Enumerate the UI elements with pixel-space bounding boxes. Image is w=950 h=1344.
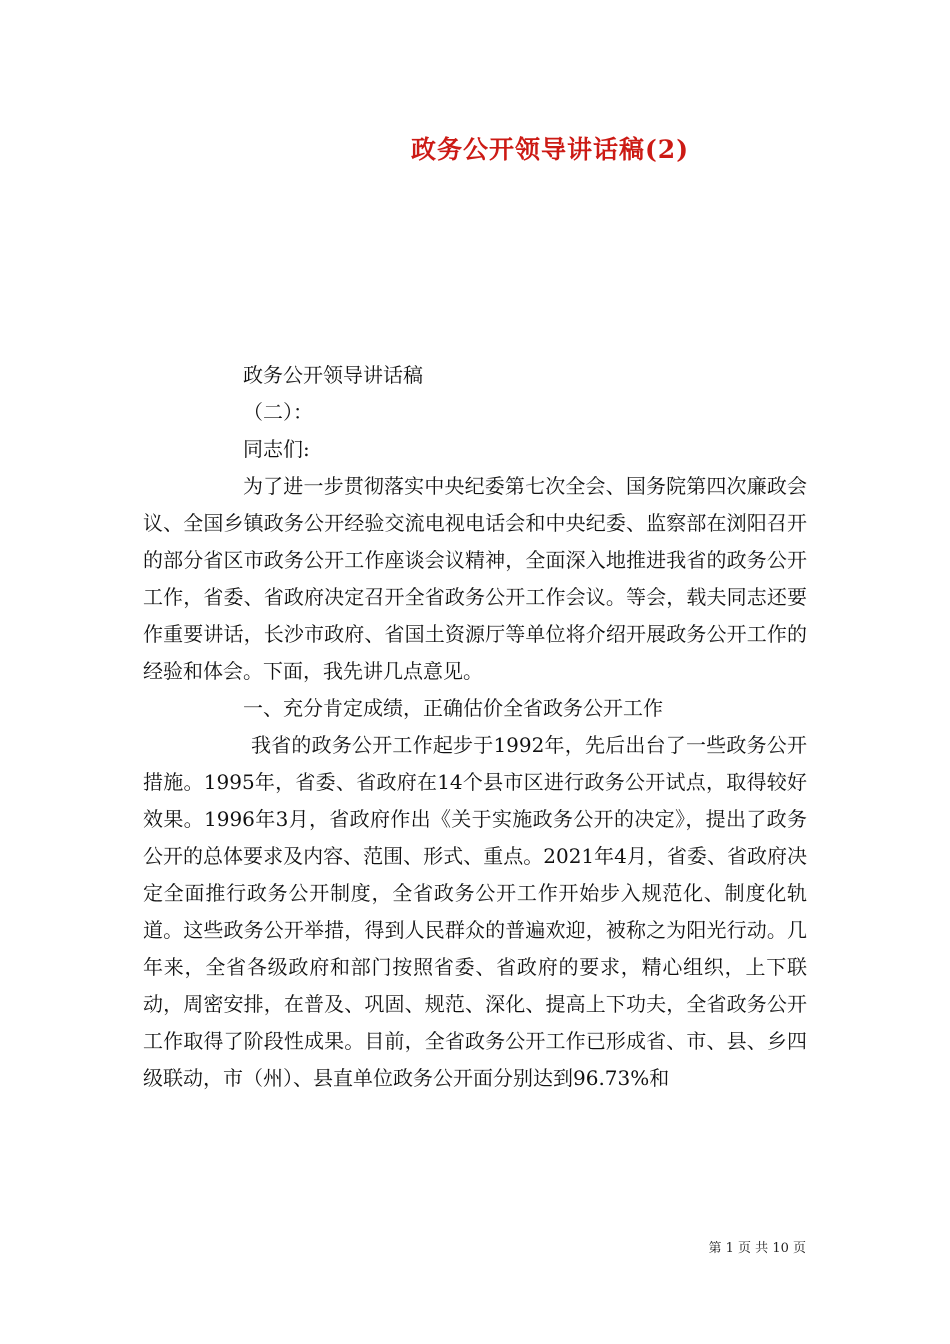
speech-heading: 政务公开领导讲话稿 <box>243 363 423 387</box>
section-heading: 一、充分肯定成绩，正确估价全省政务公开工作 <box>243 696 663 720</box>
document-title: 政务公开领导讲话稿(2) <box>410 135 690 164</box>
section-paragraph: 我省的政务公开工作起步于1992年，先后出台了一些政务公开措施。1995年，省委、省政府在14个县市区进行政务公开试点，取得较好效果。1996年3月，省政府作出《关于实施政务公开的决定》，提出了政务公开的总体要求及内容、范围、形式、重点。2021年4月，省委、省政府决定全面推行政务公开制度，全省政务公开工作开始步入规范化、制度化轨道。这些政务公开举措，得到人民群众的普遍欢迎，被称之为阳光行动。几年来，全省各级政府和部门按照省委、省政府的要求，精心组织，上下联动，周密安排，在普及、巩固、规范、深化、提高上下功夫，全省政务公开工作取得了阶段性成果。目前，全省政务公开工作已形成省、市、县、乡四级联动，市（州）、县直单位政务公开面分别达到96.73%和 <box>143 733 807 1090</box>
page-footer: 第 1 页 共 10 页 <box>708 1241 806 1256</box>
salutation: 同志们: <box>243 437 310 461</box>
speech-subheading: （二）： <box>243 400 313 424</box>
document-body <box>143 357 807 1097</box>
intro-paragraph: 为了进一步贯彻落实中央纪委第七次全会、国务院第四次廉政会议、全国乡镇政务公开经验交流电视电话会和中央纪委、监察部在浏阳召开的部分省区市政务公开工作座谈会议精神，全面深入地推进我省的政务公开工作，省委、省政府决定召开全省政务公开工作会议。等会，载夫同志还要作重要讲话，长沙市政府、省国土资源厅等单位将介绍开展政务公开工作的经验和体会。下面，我先讲几点意见。 <box>143 474 807 683</box>
